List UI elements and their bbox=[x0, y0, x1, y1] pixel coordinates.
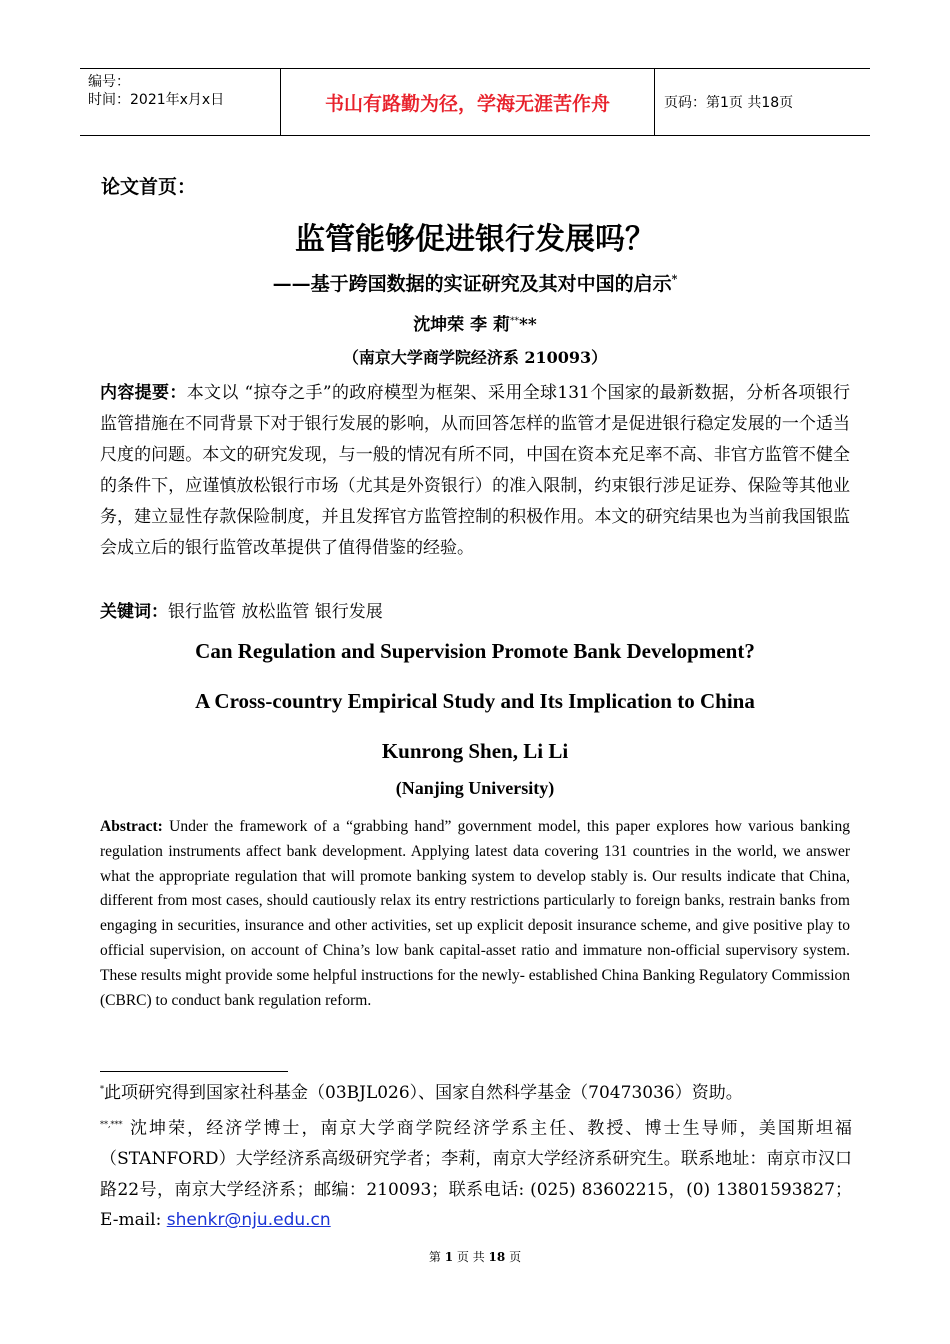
chinese-abstract bbox=[100, 378, 850, 564]
keywords-label: 关键词： bbox=[100, 602, 168, 622]
footnote-2-mark: **,*** bbox=[100, 1120, 123, 1129]
footnote-separator bbox=[100, 1071, 288, 1072]
footnote-1-text: 此项研究得到国家社科基金（03BJL026）、国家自然科学基金（70473036）资助。 bbox=[104, 1083, 743, 1103]
paper-title: 监管能够促进银行发展吗？ bbox=[295, 222, 655, 257]
author-line bbox=[0, 310, 950, 335]
footnote-2-text: 沈坤荣，经济学博士，南京大学商学院经济学系主任、教授、博士生导师，美国斯坦福（STANFORD）大学经济系高级研究学者；李莉，南京大学经济系研究生。联系地址：南京市汉口路22号，南京大学经济系；邮编：210093；联系电话: (025) 83602215，(0) 13801593827； E-mail: bbox=[100, 1118, 852, 1231]
english-abstract bbox=[100, 815, 850, 1013]
footnote-1 bbox=[100, 1078, 743, 1103]
header-page-info: 页码：第1页 共18页 bbox=[664, 95, 794, 111]
chinese-abstract-text: 本文以 “掠夺之手”的政府模型为框架、采用全球131个国家的最新数据，分析各项银行监管措施在不同背景下对于银行发展的影响，从而回答怎样的监管才是促进银行稳定发展的一个适当尺度的问题。本文的研究发现，与一般的情况有所不同，中国在资本充足率不高、非官方监管不健全的条件下，应谨慎放松银行市场（尤其是外资银行）的准入限制，约束银行涉足证券、保险等其他业务，建立显性存款保险制度，并且发挥官方监管控制的积极作用。本文的研究结果也为当前我国银监会成立后的银行监管改革提供了值得借鉴的经验。 bbox=[100, 383, 850, 558]
footer-total-pages: 18 bbox=[488, 1250, 506, 1264]
footer-suffix: 页 bbox=[505, 1250, 522, 1264]
email-link[interactable]: shenkr@nju.edu.cn bbox=[166, 1210, 331, 1231]
english-title-line-1: Can Regulation and Supervision Promote Bank Development? bbox=[195, 639, 755, 663]
section-label: 论文首页： bbox=[101, 176, 197, 198]
english-authors: Kunrong Shen, Li Li bbox=[381, 739, 569, 763]
author-footnote-mark: ** bbox=[510, 316, 520, 327]
footer-mid: 页 共 bbox=[453, 1250, 489, 1264]
english-affiliation: (Nanjing University) bbox=[395, 778, 555, 798]
english-title-line-2: A Cross-country Empirical Study and Its Implication to China bbox=[195, 689, 755, 713]
date-text: 时间：2021年x月x日 bbox=[88, 92, 225, 108]
footer-prefix: 第 bbox=[428, 1250, 445, 1264]
english-abstract-text: Under the framework of a “grabbing hand” government model, this paper explores how various banking regulation instruments affect bank development. Applying latest data covering 131 countries in the world, we answer what the appropriate regulation that will promote banking system to develop stably is. Our results indicate that China, different from most cases, should cautiously relax its entry restrictions particularly to foreign banks, restrain banks from engaging in securities, insurance and other activities, set up explicit deposit insurance scheme, and give positive play to official supervision, on account of China’s low bank capital-asset ratio and immature non-official supervisory system. These results might provide some helpful instructions for the newly- established China Banking Regulatory Commission (CBRC) to conduct bank regulation reform. bbox=[100, 818, 850, 1009]
footnote-1-mark: * bbox=[100, 1084, 104, 1094]
document-header-table bbox=[80, 68, 870, 136]
subtitle-footnote-mark: * bbox=[671, 272, 678, 286]
header-motto: 书山有路勤为径，学海无涯苦作舟 bbox=[281, 69, 655, 135]
serial-number-label: 编号： bbox=[88, 74, 130, 90]
footnote-2 bbox=[100, 1110, 852, 1236]
footer-page-number: 1 bbox=[444, 1250, 454, 1264]
chinese-abstract-label: 内容提要： bbox=[100, 383, 187, 403]
paper-subtitle bbox=[0, 269, 950, 296]
page-footer bbox=[0, 1248, 950, 1265]
author-tail-mark: ** bbox=[519, 315, 537, 335]
author-names: 沈坤荣 李 莉 bbox=[413, 315, 511, 335]
header-left-cell bbox=[80, 69, 281, 135]
keywords-text: 银行监管 放松监管 银行发展 bbox=[168, 602, 383, 622]
subtitle-text: ——基于跨国数据的实证研究及其对中国的启示 bbox=[272, 273, 672, 295]
keywords bbox=[100, 597, 383, 622]
english-abstract-label: Abstract: bbox=[100, 818, 163, 835]
affiliation: （南京大学商学院经济系 210093） bbox=[342, 348, 608, 367]
